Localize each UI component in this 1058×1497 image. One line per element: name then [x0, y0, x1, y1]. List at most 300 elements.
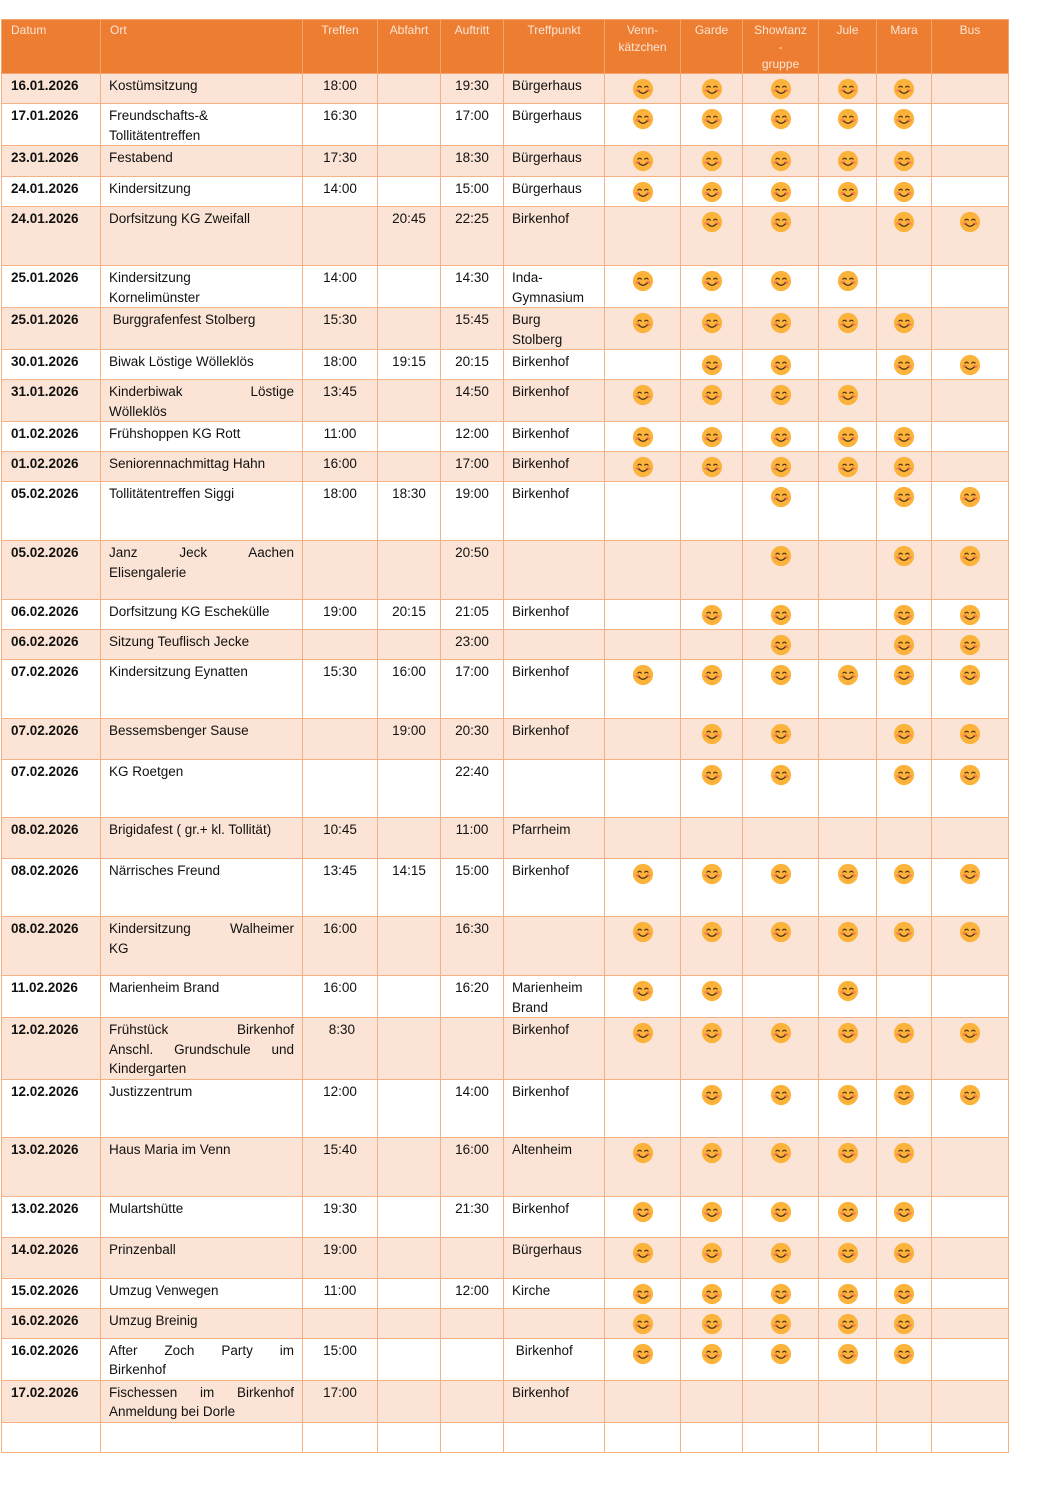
- cell-auftritt: [441, 1308, 504, 1338]
- cell-jule: [819, 74, 877, 104]
- smiley-icon: [959, 545, 981, 567]
- cell-garde: [681, 1137, 743, 1196]
- cell-auftritt: 15:00: [441, 859, 504, 917]
- smiley-icon: [959, 863, 981, 885]
- ort-line: Elisengalerie: [109, 564, 187, 580]
- cell-abfahrt: 20:45: [378, 207, 441, 266]
- cell-treffen: 11:00: [303, 1278, 378, 1308]
- smiley-icon: [770, 723, 792, 745]
- cell-treffpunkt: [504, 600, 605, 630]
- cell-jule: [819, 1137, 877, 1196]
- cell-treffpunkt: [504, 104, 605, 146]
- cell-treffpunkt: [504, 660, 605, 719]
- treffpunkt-line: Altenheim: [512, 1141, 573, 1157]
- cell-abfahrt: 18:30: [378, 482, 441, 541]
- cell-ort: [101, 1079, 303, 1137]
- table-row: [2, 422, 1009, 452]
- smiley-icon: [837, 78, 859, 100]
- treffpunkt-line: Birkenhof: [512, 211, 570, 226]
- smiley-icon: [632, 1343, 654, 1365]
- cell-showtanz: [743, 859, 819, 917]
- cell-auftritt: 19:00: [441, 482, 504, 541]
- treffpunkt-line: Birkenhof: [512, 604, 570, 619]
- cell-treffpunkt: [504, 350, 605, 380]
- smiley-icon: [837, 1343, 859, 1365]
- cell-datum: 23.01.2026: [2, 146, 101, 177]
- cell-auftritt: 14:50: [441, 380, 504, 422]
- smiley-icon: [632, 664, 654, 686]
- cell-ort: [101, 1338, 303, 1380]
- cell-showtanz: [743, 422, 819, 452]
- header-showtanzgruppe: [743, 20, 819, 74]
- smiley-icon: [959, 723, 981, 745]
- treffpunkt-line: Birkenhof: [512, 426, 570, 441]
- cell-treffen: 13:45: [303, 859, 378, 917]
- table-row: [2, 859, 1009, 917]
- table-row: [2, 1196, 1009, 1237]
- cell-treffpunkt: [504, 207, 605, 266]
- cell-treffen: 10:45: [303, 818, 378, 859]
- cell-ort: [101, 1422, 303, 1452]
- treffpunkt-line: Burg: [512, 312, 541, 327]
- smiley-icon: [701, 1313, 723, 1335]
- smiley-icon: [770, 456, 792, 478]
- cell-treffpunkt: [504, 917, 605, 976]
- cell-venn: [605, 1380, 681, 1422]
- smiley-icon: [701, 664, 723, 686]
- cell-datum: 17.01.2026: [2, 104, 101, 146]
- cell-datum: 05.02.2026: [2, 482, 101, 541]
- cell-mara: [877, 308, 932, 350]
- cell-treffpunkt: [504, 74, 605, 104]
- cell-venn: [605, 600, 681, 630]
- cell-bus: [932, 177, 1009, 207]
- cell-auftritt: 12:00: [441, 422, 504, 452]
- cell-showtanz: [743, 976, 819, 1018]
- cell-treffen: [303, 207, 378, 266]
- cell-venn: [605, 207, 681, 266]
- cell-garde: [681, 177, 743, 207]
- ort-line: Sitzung Teuflisch Jecke: [109, 634, 250, 649]
- treffpunkt-line: Brand: [512, 999, 549, 1015]
- cell-datum: 12.02.2026: [2, 1018, 101, 1080]
- cell-mara: [877, 600, 932, 630]
- cell-jule: [819, 1196, 877, 1237]
- cell-datum: 08.02.2026: [2, 859, 101, 917]
- smiley-icon: [893, 486, 915, 508]
- smiley-icon: [837, 921, 859, 943]
- table-row: [2, 660, 1009, 719]
- cell-datum: 17.02.2026: [2, 1380, 101, 1422]
- header-vennkaetzchen: [605, 20, 681, 74]
- cell-auftritt: 15:00: [441, 177, 504, 207]
- cell-datum: 30.01.2026: [2, 350, 101, 380]
- cell-showtanz: [743, 818, 819, 859]
- treffpunkt-line: Birkenhof: [512, 1022, 570, 1037]
- cell-venn: [605, 422, 681, 452]
- header-showtanz-line3: gruppe: [761, 57, 800, 71]
- cell-garde: [681, 308, 743, 350]
- smiley-icon: [701, 1242, 723, 1264]
- cell-showtanz: [743, 104, 819, 146]
- cell-bus: [932, 482, 1009, 541]
- cell-treffpunkt: [504, 1308, 605, 1338]
- smiley-icon: [959, 921, 981, 943]
- cell-bus: [932, 1422, 1009, 1452]
- cell-showtanz: [743, 266, 819, 308]
- treffpunkt-line: Birkenhof: [512, 664, 570, 679]
- cell-treffen: 16:30: [303, 104, 378, 146]
- table-row: [2, 308, 1009, 350]
- smiley-icon: [837, 1313, 859, 1335]
- cell-jule: [819, 350, 877, 380]
- smiley-icon: [770, 1084, 792, 1106]
- cell-abfahrt: [378, 104, 441, 146]
- cell-auftritt: 15:45: [441, 308, 504, 350]
- cell-ort: [101, 146, 303, 177]
- smiley-icon: [770, 1242, 792, 1264]
- cell-showtanz: [743, 1308, 819, 1338]
- cell-mara: [877, 1018, 932, 1080]
- ort-line: Kindersitzung: [109, 181, 191, 196]
- cell-abfahrt: [378, 452, 441, 482]
- cell-auftritt: 23:00: [441, 630, 504, 660]
- cell-garde: [681, 719, 743, 760]
- ort-line: Birkenhof: [109, 1362, 167, 1377]
- cell-treffen: 14:00: [303, 177, 378, 207]
- table-row: [2, 1338, 1009, 1380]
- cell-bus: [932, 1308, 1009, 1338]
- cell-ort: [101, 660, 303, 719]
- cell-abfahrt: [378, 177, 441, 207]
- cell-mara: [877, 1380, 932, 1422]
- header-bus: Bus: [932, 20, 1009, 74]
- smiley-icon: [770, 211, 792, 233]
- cell-ort: [101, 719, 303, 760]
- cell-auftritt: [441, 1380, 504, 1422]
- cell-mara: [877, 660, 932, 719]
- header-abfahrt: Abfahrt: [378, 20, 441, 74]
- cell-jule: [819, 1308, 877, 1338]
- cell-datum: 31.01.2026: [2, 380, 101, 422]
- cell-datum: 07.02.2026: [2, 719, 101, 760]
- cell-garde: [681, 146, 743, 177]
- treffpunkt-line: Bürgerhaus: [512, 181, 582, 196]
- cell-treffen: 19:30: [303, 1196, 378, 1237]
- table-row: [2, 177, 1009, 207]
- cell-bus: [932, 719, 1009, 760]
- cell-auftritt: [441, 1237, 504, 1278]
- cell-jule: [819, 266, 877, 308]
- smiley-icon: [770, 863, 792, 885]
- table-row: [2, 1137, 1009, 1196]
- cell-datum: 16.01.2026: [2, 74, 101, 104]
- treffpunkt-line: Birkenhof: [512, 354, 570, 369]
- table-row: [2, 146, 1009, 177]
- cell-auftritt: 20:50: [441, 541, 504, 600]
- header-venn-line1: Venn-: [626, 23, 659, 37]
- smiley-icon: [959, 354, 981, 376]
- cell-venn: [605, 719, 681, 760]
- treffpunkt-line: Bürgerhaus: [512, 150, 582, 165]
- cell-garde: [681, 266, 743, 308]
- cell-garde: [681, 1079, 743, 1137]
- smiley-icon: [701, 1142, 723, 1164]
- cell-mara: [877, 350, 932, 380]
- cell-jule: [819, 719, 877, 760]
- cell-showtanz: [743, 1278, 819, 1308]
- cell-datum: 25.01.2026: [2, 266, 101, 308]
- cell-garde: [681, 630, 743, 660]
- smiley-icon: [701, 354, 723, 376]
- cell-treffen: 16:00: [303, 452, 378, 482]
- smiley-icon: [893, 723, 915, 745]
- cell-bus: [932, 541, 1009, 600]
- cell-datum: 08.02.2026: [2, 818, 101, 859]
- table-row: [2, 207, 1009, 266]
- cell-abfahrt: 14:15: [378, 859, 441, 917]
- ort-line: Tollitätentreffen: [109, 127, 201, 143]
- cell-jule: [819, 600, 877, 630]
- smiley-icon: [701, 150, 723, 172]
- cell-auftritt: 16:30: [441, 917, 504, 976]
- cell-garde: [681, 380, 743, 422]
- header-mara: Mara: [877, 20, 932, 74]
- cell-showtanz: [743, 350, 819, 380]
- cell-ort: [101, 541, 303, 600]
- smiley-icon: [632, 456, 654, 478]
- cell-ort: [101, 1196, 303, 1237]
- treffpunkt-line: Birkenhof: [512, 1083, 570, 1099]
- cell-bus: [932, 760, 1009, 818]
- cell-showtanz: [743, 177, 819, 207]
- smiley-icon: [893, 150, 915, 172]
- cell-auftritt: 21:30: [441, 1196, 504, 1237]
- cell-abfahrt: [378, 1422, 441, 1452]
- cell-showtanz: [743, 1079, 819, 1137]
- cell-mara: [877, 1237, 932, 1278]
- ort-line: Kindergarten: [109, 1061, 187, 1076]
- cell-jule: [819, 1338, 877, 1380]
- cell-auftritt: 22:25: [441, 207, 504, 266]
- cell-venn: [605, 1237, 681, 1278]
- smiley-icon: [837, 384, 859, 406]
- cell-bus: [932, 1278, 1009, 1308]
- cell-garde: [681, 1308, 743, 1338]
- cell-abfahrt: [378, 422, 441, 452]
- cell-datum: 06.02.2026: [2, 600, 101, 630]
- smiley-icon: [893, 1142, 915, 1164]
- cell-treffen: 15:40: [303, 1137, 378, 1196]
- treffpunkt-line: Birkenhof: [512, 723, 570, 738]
- cell-bus: [932, 308, 1009, 350]
- cell-treffpunkt: [504, 1018, 605, 1080]
- smiley-icon: [893, 545, 915, 567]
- smiley-icon: [701, 863, 723, 885]
- smiley-icon: [701, 312, 723, 334]
- cell-treffpunkt: [504, 266, 605, 308]
- table-row: [2, 818, 1009, 859]
- cell-treffen: [303, 1422, 378, 1452]
- ort-line: Frühshoppen KG Rott: [109, 426, 241, 441]
- smiley-icon: [893, 354, 915, 376]
- smiley-icon: [701, 921, 723, 943]
- cell-treffpunkt: [504, 1137, 605, 1196]
- cell-bus: [932, 452, 1009, 482]
- ort-line: Festabend: [109, 150, 173, 165]
- cell-auftritt: 18:30: [441, 146, 504, 177]
- smiley-icon: [959, 604, 981, 626]
- cell-treffen: 18:00: [303, 350, 378, 380]
- treffpunkt-line: Inda-: [512, 270, 543, 285]
- treffpunkt-line: Birkenhof: [512, 1200, 570, 1216]
- smiley-icon: [770, 764, 792, 786]
- ort-line: Mulartshütte: [109, 1200, 184, 1216]
- smiley-icon: [701, 211, 723, 233]
- ort-line: Burggrafenfest Stolberg: [109, 312, 256, 327]
- smiley-icon: [701, 456, 723, 478]
- smiley-icon: [632, 863, 654, 885]
- smiley-icon: [837, 108, 859, 130]
- cell-bus: [932, 660, 1009, 719]
- smiley-icon: [959, 486, 981, 508]
- smiley-icon: [959, 634, 981, 656]
- treffpunkt-line: Birkenhof: [512, 863, 570, 878]
- cell-datum: 08.02.2026: [2, 917, 101, 976]
- cell-jule: [819, 660, 877, 719]
- cell-treffen: 15:30: [303, 308, 378, 350]
- cell-mara: [877, 266, 932, 308]
- cell-bus: [932, 1380, 1009, 1422]
- cell-treffpunkt: [504, 1196, 605, 1237]
- smiley-icon: [837, 150, 859, 172]
- treffpunkt-line: Stolberg: [512, 331, 563, 347]
- cell-bus: [932, 146, 1009, 177]
- header-jule: Jule: [819, 20, 877, 74]
- cell-ort: [101, 308, 303, 350]
- cell-venn: [605, 541, 681, 600]
- cell-showtanz: [743, 146, 819, 177]
- cell-jule: [819, 1380, 877, 1422]
- smiley-icon: [632, 980, 654, 1002]
- cell-jule: [819, 1237, 877, 1278]
- cell-jule: [819, 177, 877, 207]
- cell-garde: [681, 1237, 743, 1278]
- header-row: [2, 20, 1009, 74]
- header-venn-line2: kätzchen: [618, 40, 667, 54]
- cell-treffpunkt: [504, 760, 605, 818]
- ort-line: Prinzenball: [109, 1241, 176, 1257]
- cell-bus: [932, 422, 1009, 452]
- table-row: [2, 1018, 1009, 1080]
- cell-mara: [877, 760, 932, 818]
- ort-line: Anschl. Grundschule und: [109, 1041, 294, 1057]
- treffpunkt-line: Bürgerhaus: [512, 78, 582, 93]
- cell-auftritt: 21:05: [441, 600, 504, 630]
- smiley-icon: [893, 921, 915, 943]
- cell-showtanz: [743, 600, 819, 630]
- table-row: [2, 1308, 1009, 1338]
- cell-venn: [605, 1018, 681, 1080]
- cell-venn: [605, 630, 681, 660]
- cell-treffen: 14:00: [303, 266, 378, 308]
- cell-showtanz: [743, 1237, 819, 1278]
- cell-showtanz: [743, 1380, 819, 1422]
- cell-auftritt: 11:00: [441, 818, 504, 859]
- cell-jule: [819, 380, 877, 422]
- cell-showtanz: [743, 630, 819, 660]
- cell-treffen: 11:00: [303, 422, 378, 452]
- ort-line: Wölleklös: [109, 403, 167, 419]
- smiley-icon: [893, 211, 915, 233]
- cell-ort: [101, 380, 303, 422]
- smiley-icon: [770, 312, 792, 334]
- cell-datum: 07.02.2026: [2, 760, 101, 818]
- cell-venn: [605, 1422, 681, 1452]
- cell-datum: 15.02.2026: [2, 1278, 101, 1308]
- ort-line: Tollitätentreffen Siggi: [109, 486, 235, 501]
- smiley-icon: [632, 426, 654, 448]
- table-row: [2, 1380, 1009, 1422]
- ort-line: Biwak Löstige Wölleklös: [109, 354, 254, 369]
- smiley-icon: [893, 1283, 915, 1305]
- cell-ort: [101, 207, 303, 266]
- cell-bus: [932, 818, 1009, 859]
- cell-mara: [877, 1338, 932, 1380]
- smiley-icon: [837, 980, 859, 1002]
- ort-line: Bessemsbenger Sause: [109, 723, 249, 738]
- cell-showtanz: [743, 1196, 819, 1237]
- cell-abfahrt: [378, 74, 441, 104]
- cell-bus: [932, 1338, 1009, 1380]
- cell-venn: [605, 1338, 681, 1380]
- header-datum: Datum: [2, 20, 101, 74]
- cell-bus: [932, 1137, 1009, 1196]
- cell-auftritt: 20:30: [441, 719, 504, 760]
- smiley-icon: [632, 1142, 654, 1164]
- cell-mara: [877, 541, 932, 600]
- smiley-icon: [632, 78, 654, 100]
- cell-auftritt: 22:40: [441, 760, 504, 818]
- cell-mara: [877, 1422, 932, 1452]
- cell-garde: [681, 1338, 743, 1380]
- cell-ort: [101, 74, 303, 104]
- cell-venn: [605, 104, 681, 146]
- cell-jule: [819, 541, 877, 600]
- cell-showtanz: [743, 482, 819, 541]
- cell-venn: [605, 177, 681, 207]
- ort-line: Marienheim Brand: [109, 980, 220, 995]
- cell-treffpunkt: [504, 1278, 605, 1308]
- smiley-icon: [701, 980, 723, 1002]
- treffpunkt-line: Bürgerhaus: [512, 108, 582, 123]
- smiley-icon: [959, 764, 981, 786]
- cell-treffen: [303, 760, 378, 818]
- smiley-icon: [837, 312, 859, 334]
- cell-mara: [877, 719, 932, 760]
- smiley-icon: [770, 486, 792, 508]
- cell-treffen: 16:00: [303, 976, 378, 1018]
- cell-garde: [681, 1422, 743, 1452]
- smiley-icon: [837, 456, 859, 478]
- cell-ort: [101, 600, 303, 630]
- ort-line: Haus Maria im Venn: [109, 1141, 231, 1157]
- cell-showtanz: [743, 1018, 819, 1080]
- cell-treffpunkt: [504, 1422, 605, 1452]
- smiley-icon: [770, 1201, 792, 1223]
- smiley-icon: [770, 108, 792, 130]
- cell-mara: [877, 207, 932, 266]
